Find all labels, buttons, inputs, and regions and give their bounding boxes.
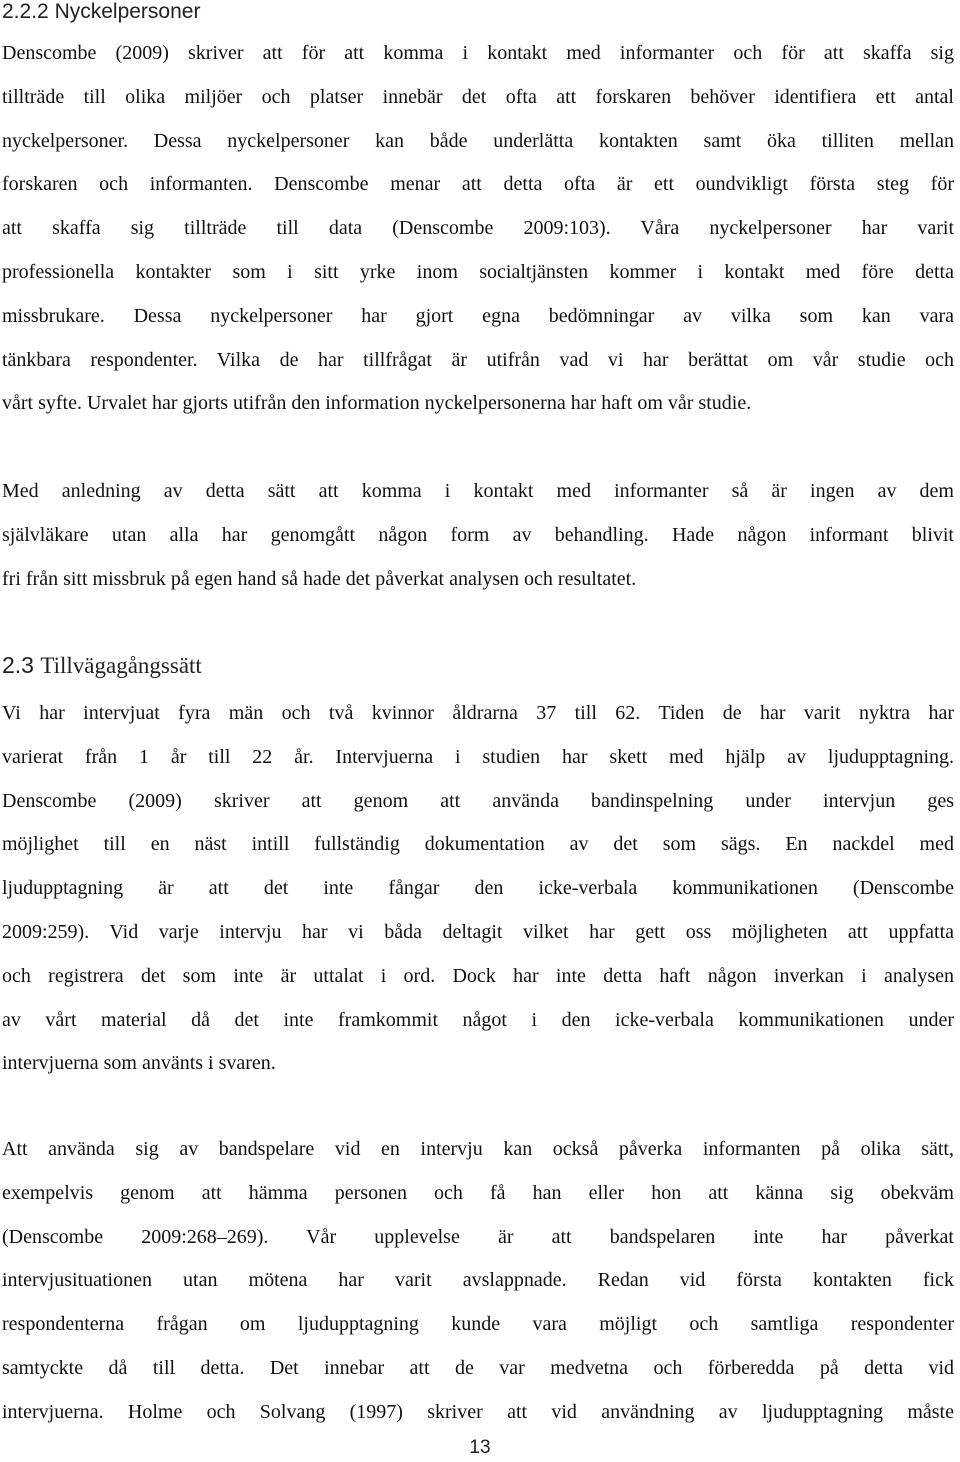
text-line: Att använda sig av bandspelare vid en intervju kan också påverka informanten på olika sätt, xyxy=(2,1138,954,1160)
text-line: tänkbara respondenter. Vilka de har tillfrågat är utifrån vad vi har berättat om vår studie och xyxy=(2,348,954,371)
section-number: 2.2.2 xyxy=(2,0,49,23)
text-line: Denscombe (2009) skriver att för att komma i kontakt med informanter och för att skaffa sig xyxy=(2,42,954,64)
text-line: samtyckte då till detta. Det innebar att de var medvetna och förberedda på detta vid xyxy=(2,1356,954,1379)
text-line: fri från sitt missbruk på egen hand så hade det påverkat analysen och resultatet. xyxy=(2,567,637,590)
text-line: intervjuerna. Holme och Solvang (1997) skriver att vid användning av ljudupptagning måste xyxy=(2,1400,954,1423)
text-line: respondenterna frågan om ljudupptagning kunde vara möjligt och samtliga respondenter xyxy=(2,1313,954,1336)
text-line: 2009:259). Vid varje intervju har vi båda deltagit vilket har gett oss möjligheten att uppfatta xyxy=(2,920,954,943)
text-line: exempelvis genom att hämma personen och få han eller hon att känna sig obekväm xyxy=(2,1181,954,1204)
text-line: varierat från 1 år till 22 år. Intervjuerna i studien har skett med hjälp av ljudupptagning. xyxy=(2,745,954,768)
text-line: Med anledning av detta sätt att komma i kontakt med informanter så är ingen av dem xyxy=(2,480,954,502)
text-line: intervjusituationen utan mötena har varit avslappnade. Redan vid första kontakten fick xyxy=(2,1269,954,1292)
text-line: forskaren och informanten. Denscombe menar att detta ofta är ett oundvikligt första steg för xyxy=(2,173,954,196)
section-heading-nyckelpersoner xyxy=(2,0,200,26)
text-line: att skaffa sig tillträde till data (Denscombe 2009:103). Våra nyckelpersoner har varit xyxy=(2,217,954,240)
paragraph-nyckelpersoner-1 xyxy=(2,32,954,426)
text-line: vårt syfte. Urvalet har gjorts utifrån den information nyckelpersonerna har haft om vår studie. xyxy=(2,392,752,415)
section-title: Nyckelpersoner xyxy=(54,0,201,23)
text-line: Denscombe (2009) skriver att genom att använda bandinspelning under intervjun ges xyxy=(2,789,954,812)
text-line: självläkare utan alla har genomgått någon form av behandling. Hade någon informant blivit xyxy=(2,523,954,546)
section-title: Tillvägagångssätt xyxy=(40,653,202,678)
paragraph-nyckelpersoner-2 xyxy=(2,470,954,601)
text-line: missbrukare. Dessa nyckelpersoner har gjort egna bedömningar av vilka som kan vara xyxy=(2,304,954,327)
section-heading-tillvagagangssatt xyxy=(2,650,202,681)
text-line: av vårt material då det inte framkommit något i den icke-verbala kommunikationen under xyxy=(2,1008,954,1031)
text-line: möjlighet till en näst intill fullständig dokumentation av det som sägs. En nackdel med xyxy=(2,833,954,856)
text-line: och registrera det som inte är uttalat i ord. Dock har inte detta haft någon inverkan i analysen xyxy=(2,964,954,987)
text-line: ljudupptagning är att det inte fångar den icke-verbala kommunikationen (Denscombe xyxy=(2,877,954,900)
text-line: tillträde till olika miljöer och platser innebär det ofta att forskaren behöver identifiera ett antal xyxy=(2,85,954,108)
text-line: (Denscombe 2009:268–269). Vår upplevelse är att bandspelaren inte har påverkat xyxy=(2,1225,954,1248)
text-line: professionella kontakter som i sitt yrke inom socialtjänsten kommer i kontakt med före detta xyxy=(2,260,954,283)
paragraph-tillvagagangssatt-2 xyxy=(2,1128,954,1435)
section-number: 2.3 xyxy=(2,652,34,678)
text-line: Vi har intervjuat fyra män och två kvinnor åldrarna 37 till 62. Tiden de har varit nyktra har xyxy=(2,702,954,724)
text-line: nyckelpersoner. Dessa nyckelpersoner kan både underlätta kontakten samt öka tilliten mellan xyxy=(2,129,954,152)
page-number: 13 xyxy=(469,1437,491,1458)
paragraph-tillvagagangssatt-1 xyxy=(2,692,954,1086)
text-line: intervjuerna som använts i svaren. xyxy=(2,1052,276,1075)
